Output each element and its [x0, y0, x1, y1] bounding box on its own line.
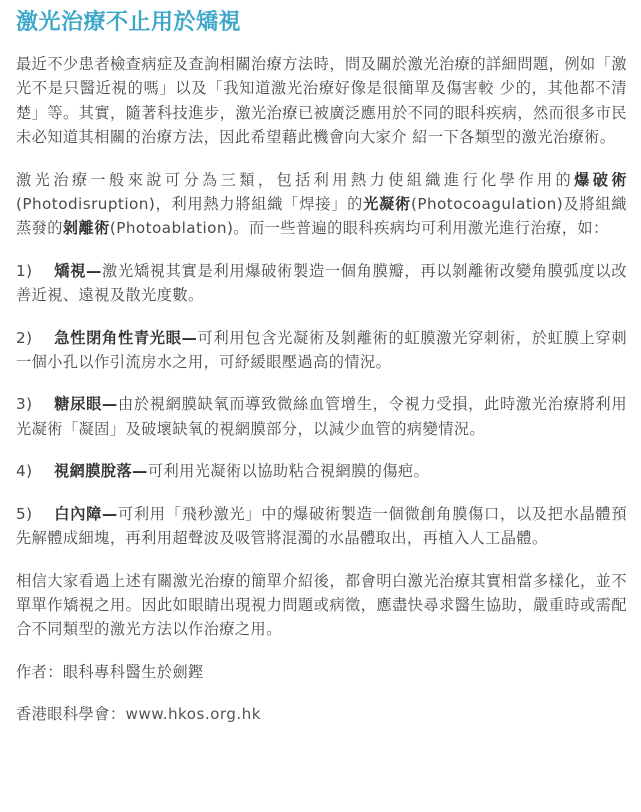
- item-term: 矯視—: [54, 261, 102, 280]
- laser-types-paragraph: [16, 168, 627, 241]
- types-text-2: (Photodisruption)，利用熱力將組織「焊接」的: [16, 195, 364, 214]
- item-number: 2): [16, 328, 33, 347]
- source-label: 香港眼科學會：: [16, 705, 126, 724]
- item-term: 急性閉角性青光眼—: [54, 328, 198, 347]
- item-number: 3): [16, 395, 33, 414]
- item-number: 5): [16, 504, 33, 523]
- item-term: 視網膜脫落—: [54, 462, 148, 481]
- item-text: 激光矯視其實是利用爆破術製造一個角膜瓣，再以剝離術改變角膜弧度以改善近視、遠視及散光度數。: [16, 261, 627, 305]
- term-photocoagulation: 光凝術: [363, 195, 411, 214]
- item-number: 1): [16, 261, 33, 280]
- item-text: 由於視網膜缺氧而導致微絲血管增生，令視力受損，此時激光治療將利用光凝術「凝固」及破壞缺氧的視網膜部分，以減少血管的病變情況。: [16, 395, 627, 438]
- item-term: 白內障—: [54, 504, 118, 523]
- item-number: 4): [16, 462, 33, 481]
- conclusion-paragraph: 相信大家看過上述有關激光治療的簡單介紹後，都會明白激光治療其實相當多樣化，並不單單作矯視之用。因此如眼睛出現視力問題或病徵，應盡快尋求醫生協助，嚴重時或需配合不同類型的激光方法以作治療之用。: [16, 571, 627, 639]
- types-text-1: 激光治療一般來說可分為三類，包括利用熱力使組織進行化學作用的: [16, 170, 575, 189]
- item-text: 可利用光凝術以協助粘合視網膜的傷疤。: [147, 462, 430, 481]
- hkos-website-link[interactable]: www.hkos.org.hk: [125, 705, 261, 724]
- list-item: [16, 502, 627, 551]
- article-title: 激光治療不止用於矯視: [16, 10, 242, 35]
- list-item: [16, 459, 627, 483]
- list-item: [16, 392, 627, 441]
- item-text: 可利用「飛秒激光」中的爆破術製造一個微創角膜傷口，以及把水晶體預先解體成細塊，再利用超聲波及吸管將混濁的水晶體取出，再植入人工晶體。: [16, 504, 627, 548]
- item-term: 糖尿眼—: [54, 395, 118, 414]
- source-line: [16, 702, 627, 726]
- list-item: [16, 259, 627, 308]
- types-text-3: (Photocoagulation)及將組織蒸發的: [16, 195, 627, 238]
- types-text-4: (Photoablation)。而一些普遍的眼科疾病均可利用激光進行治療，如：: [109, 219, 609, 238]
- intro-paragraph: 最近不少患者檢查病症及查詢相關治療方法時，問及關於激光治療的詳細問題，例如「激光不是只醫近視的嗎」以及「我知道激光治療好像是很簡單及傷害較 少的，其他都不清楚」等。其實，隨著科技進步，激光治療已被廣泛應用於不同的眼科疾病，然而很多市民未必知道其相關的治療方法，因此希望藉此機會向大家介 紹一下各類型的激光治療術。: [16, 55, 627, 147]
- list-item: [16, 326, 627, 375]
- term-photoablation: 剝離術: [62, 219, 110, 238]
- author-line: 作者：眼科專科醫生於劍鏗: [16, 662, 204, 681]
- item-text: 可利用包含光凝術及剝離術的虹膜激光穿刺術，於虹膜上穿刺一個小孔以作引流房水之用，可紓緩眼壓過高的情況。: [16, 328, 627, 372]
- term-photodisruption: 爆破術: [574, 170, 628, 189]
